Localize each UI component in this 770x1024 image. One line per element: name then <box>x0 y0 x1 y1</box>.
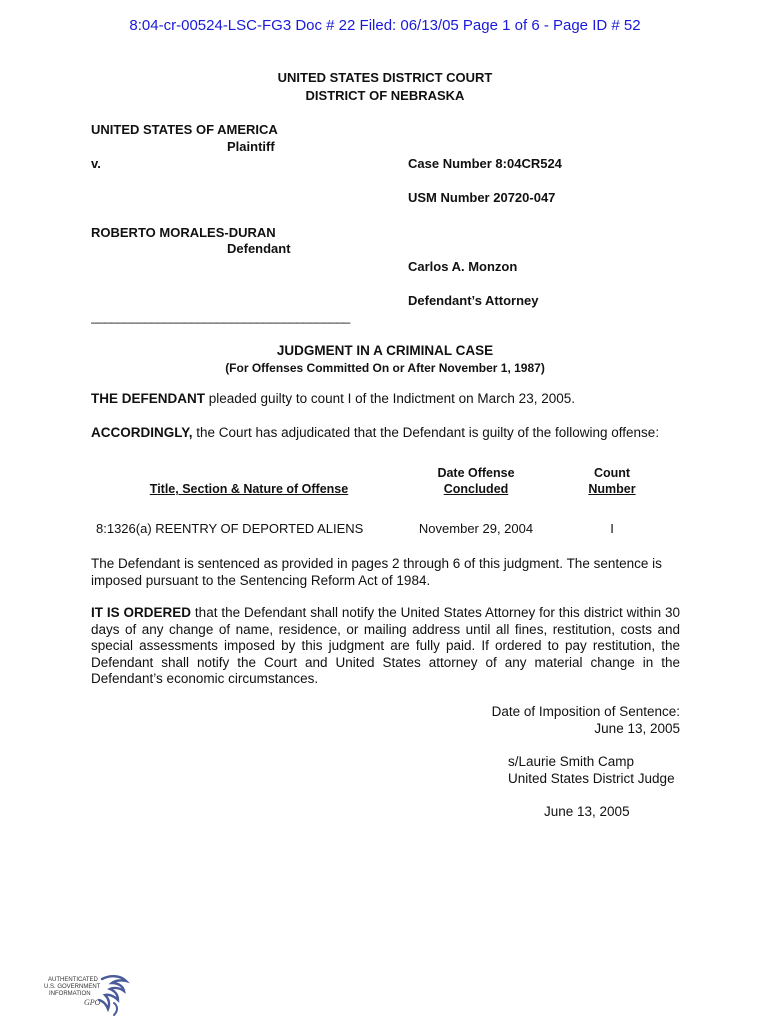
ordered-text: that the Defendant shall notify the United States Attorney for this district within 30 days of any change of name, residence, or mailing address until all fines, restitution, costs and special assessments imposed by this judgment are fully paid. If ordered to pay restitution, the Defendant shall notify the Court and United States attorney of any material change in the Defendant’s economic circumstances. <box>91 605 681 686</box>
col-header-count-bottom: Number <box>588 482 636 496</box>
plaintiff-name: UNITED STATES OF AMERICA <box>91 122 278 137</box>
col-header-count-top: Count <box>593 466 631 480</box>
gpo-line-3: INFORMATION <box>49 991 91 997</box>
col-header-count <box>572 465 652 497</box>
gpo-line-1: AUTHENTICATED <box>48 977 98 983</box>
plaintiff-role: Plaintiff <box>227 139 275 154</box>
case-number: Case Number 8:04CR524 <box>408 156 562 171</box>
plea-statement <box>91 391 575 406</box>
col-header-date <box>406 465 546 497</box>
gpo-line-4: GPO <box>84 998 101 1007</box>
court-name: UNITED STATES DISTRICT COURT <box>277 70 493 85</box>
gpo-authentication-seal <box>44 973 130 1017</box>
plea-lead: THE DEFENDANT <box>91 391 205 406</box>
ordered-lead: IT IS ORDERED <box>91 605 192 620</box>
eagle-icon <box>96 973 130 1017</box>
docket-header: 8:04-cr-00524-LSC-FG3 Doc # 22 Filed: 06/13/05 Page 1 of 6 - Page ID # 52 <box>129 17 641 34</box>
imposition-label: Date of Imposition of Sentence: <box>491 704 680 719</box>
accordingly-lead: ACCORDINGLY, <box>91 425 193 440</box>
attorney-name: Carlos A. Monzon <box>408 259 518 274</box>
judgment-subtitle: (For Offenses Committed On or After November 1, 1987) <box>225 361 545 375</box>
sentence-paragraph: The Defendant is sentenced as provided in pages 2 through 6 of this judgment. The sentence is imposed pursuant to the Sentencing Reform Act of 1984. <box>91 556 662 588</box>
accordingly-text: the Court has adjudicated that the Defendant is guilty of the following offense: <box>192 425 660 440</box>
defendant-name: ROBERTO MORALES-DURAN <box>91 225 276 240</box>
caption-separator: _______________________________________ <box>91 309 350 324</box>
versus-label: v. <box>91 156 101 171</box>
plea-text: pleaded guilty to count I of the Indictment on March 23, 2005. <box>205 391 575 406</box>
judge-title: United States District Judge <box>508 771 675 786</box>
court-district: DISTRICT OF NEBRASKA <box>305 88 465 103</box>
attorney-role: Defendant’s Attorney <box>408 293 539 308</box>
offense-count-cell: I <box>610 521 614 536</box>
gpo-line-2: U.S. GOVERNMENT <box>44 984 101 990</box>
ordered-paragraph <box>91 605 680 688</box>
col-header-date-bottom: Concluded <box>443 482 509 496</box>
col-header-date-top: Date Offense <box>437 466 515 480</box>
usm-number: USM Number 20720-047 <box>408 190 556 205</box>
signature-date: June 13, 2005 <box>544 804 630 819</box>
offense-date-cell: November 29, 2004 <box>418 521 534 536</box>
imposition-date: June 13, 2005 <box>594 721 680 736</box>
judge-signature: s/Laurie Smith Camp <box>508 754 635 769</box>
adjudication-statement <box>91 425 659 440</box>
defendant-role: Defendant <box>227 241 291 256</box>
offense-cell: 8:1326(a) REENTRY OF DEPORTED ALIENS <box>96 521 364 536</box>
judgment-title: JUDGMENT IN A CRIMINAL CASE <box>276 343 494 358</box>
col-header-offense: Title, Section & Nature of Offense <box>149 482 349 496</box>
